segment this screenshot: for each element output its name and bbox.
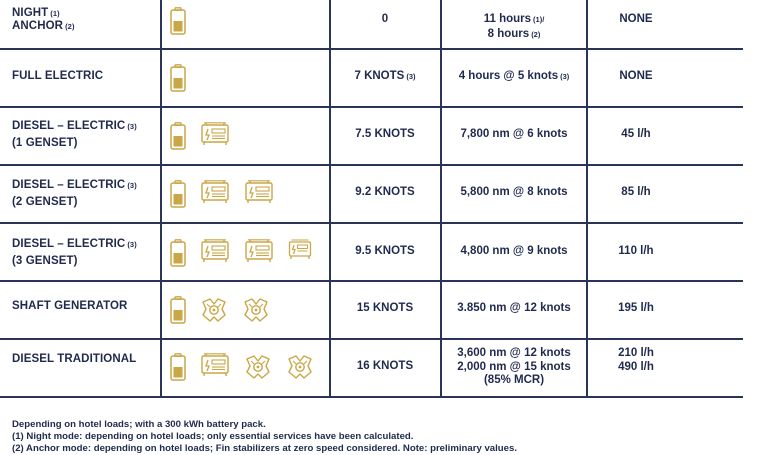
footnote: Depending on hotel loads; with a 300 kWh battery pack. xyxy=(12,419,266,430)
genset-icon xyxy=(200,353,230,377)
genset-icon xyxy=(200,122,230,146)
row-divider xyxy=(0,280,743,282)
range-cell: 11 hours (1)/ 8 hours (2) xyxy=(483,13,545,40)
genset-icon xyxy=(200,239,230,263)
row-divider xyxy=(0,164,743,166)
consumption-cell: NONE xyxy=(619,13,653,25)
mode-label: NIGHT (1) ANCHOR (2) xyxy=(12,7,75,32)
icon-group xyxy=(170,180,274,208)
battery-icon xyxy=(170,64,186,92)
range-cell: 4 hours @ 5 knots (3) xyxy=(458,70,570,82)
battery-icon xyxy=(170,180,186,208)
speed-cell: 0 xyxy=(381,13,389,25)
speed-cell: 7 KNOTS (3) xyxy=(354,70,416,82)
range-cell: 5,800 nm @ 8 knots xyxy=(460,186,568,198)
icon-group xyxy=(170,122,230,150)
icon-group xyxy=(170,296,270,324)
consumption-cell: 45 l/h xyxy=(621,128,651,140)
engine-icon xyxy=(244,353,272,381)
mode-label: DIESEL – ELECTRIC (3) (3 GENSET) xyxy=(12,238,137,267)
consumption-cell: 195 l/h xyxy=(618,302,654,314)
mode-label: FULL ELECTRIC xyxy=(12,70,104,82)
genset-icon xyxy=(244,239,274,263)
consumption-cell: 210 l/h 490 l/h xyxy=(618,347,654,373)
speed-cell: 16 KNOTS xyxy=(356,360,414,372)
footnote: (1) Night mode: depending on hotel loads; only essential services have been calculated. xyxy=(12,431,414,442)
battery-icon xyxy=(170,353,186,381)
genset-icon xyxy=(200,180,230,204)
icon-group xyxy=(170,7,186,35)
speed-cell: 9.5 KNOTS xyxy=(355,245,415,257)
battery-icon xyxy=(170,239,186,267)
engine-icon xyxy=(286,353,314,381)
row-divider xyxy=(0,222,743,224)
range-cell: 3.850 nm @ 12 knots xyxy=(457,302,571,314)
range-cell: 7,800 nm @ 6 knots xyxy=(460,128,568,140)
genset-icon xyxy=(244,180,274,204)
engine-icon xyxy=(242,296,270,324)
footnote: (2) Anchor mode: depending on hotel loads; Fin stabilizers at zero speed considered. Note: preliminary values. xyxy=(12,443,518,454)
consumption-cell: NONE xyxy=(619,70,653,82)
battery-icon xyxy=(170,122,186,150)
mode-label: DIESEL TRADITIONAL xyxy=(12,353,137,365)
engine-icon xyxy=(200,296,228,324)
genset-small-icon xyxy=(288,239,312,260)
icon-group xyxy=(170,353,314,381)
row-divider xyxy=(0,338,743,340)
range-cell: 4,800 nm @ 9 knots xyxy=(460,245,568,257)
consumption-cell: 110 l/h xyxy=(618,245,654,257)
range-cell: 3,600 nm @ 12 knots 2,000 nm @ 15 knots (85% MCR) xyxy=(457,347,571,386)
consumption-cell: 85 l/h xyxy=(621,186,651,198)
speed-cell: 9.2 KNOTS xyxy=(355,186,415,198)
mode-label: DIESEL – ELECTRIC (3) (2 GENSET) xyxy=(12,179,137,208)
speed-cell: 7.5 KNOTS xyxy=(355,128,415,140)
battery-icon xyxy=(170,296,186,324)
mode-label: DIESEL – ELECTRIC (3) (1 GENSET) xyxy=(12,120,137,149)
row-divider xyxy=(0,48,743,50)
mode-label: SHAFT GENERATOR xyxy=(12,300,128,312)
icon-group xyxy=(170,239,312,267)
icon-group xyxy=(170,64,186,92)
speed-cell: 15 KNOTS xyxy=(356,302,414,314)
battery-icon xyxy=(170,7,186,35)
row-divider xyxy=(0,396,743,398)
row-divider xyxy=(0,106,743,108)
